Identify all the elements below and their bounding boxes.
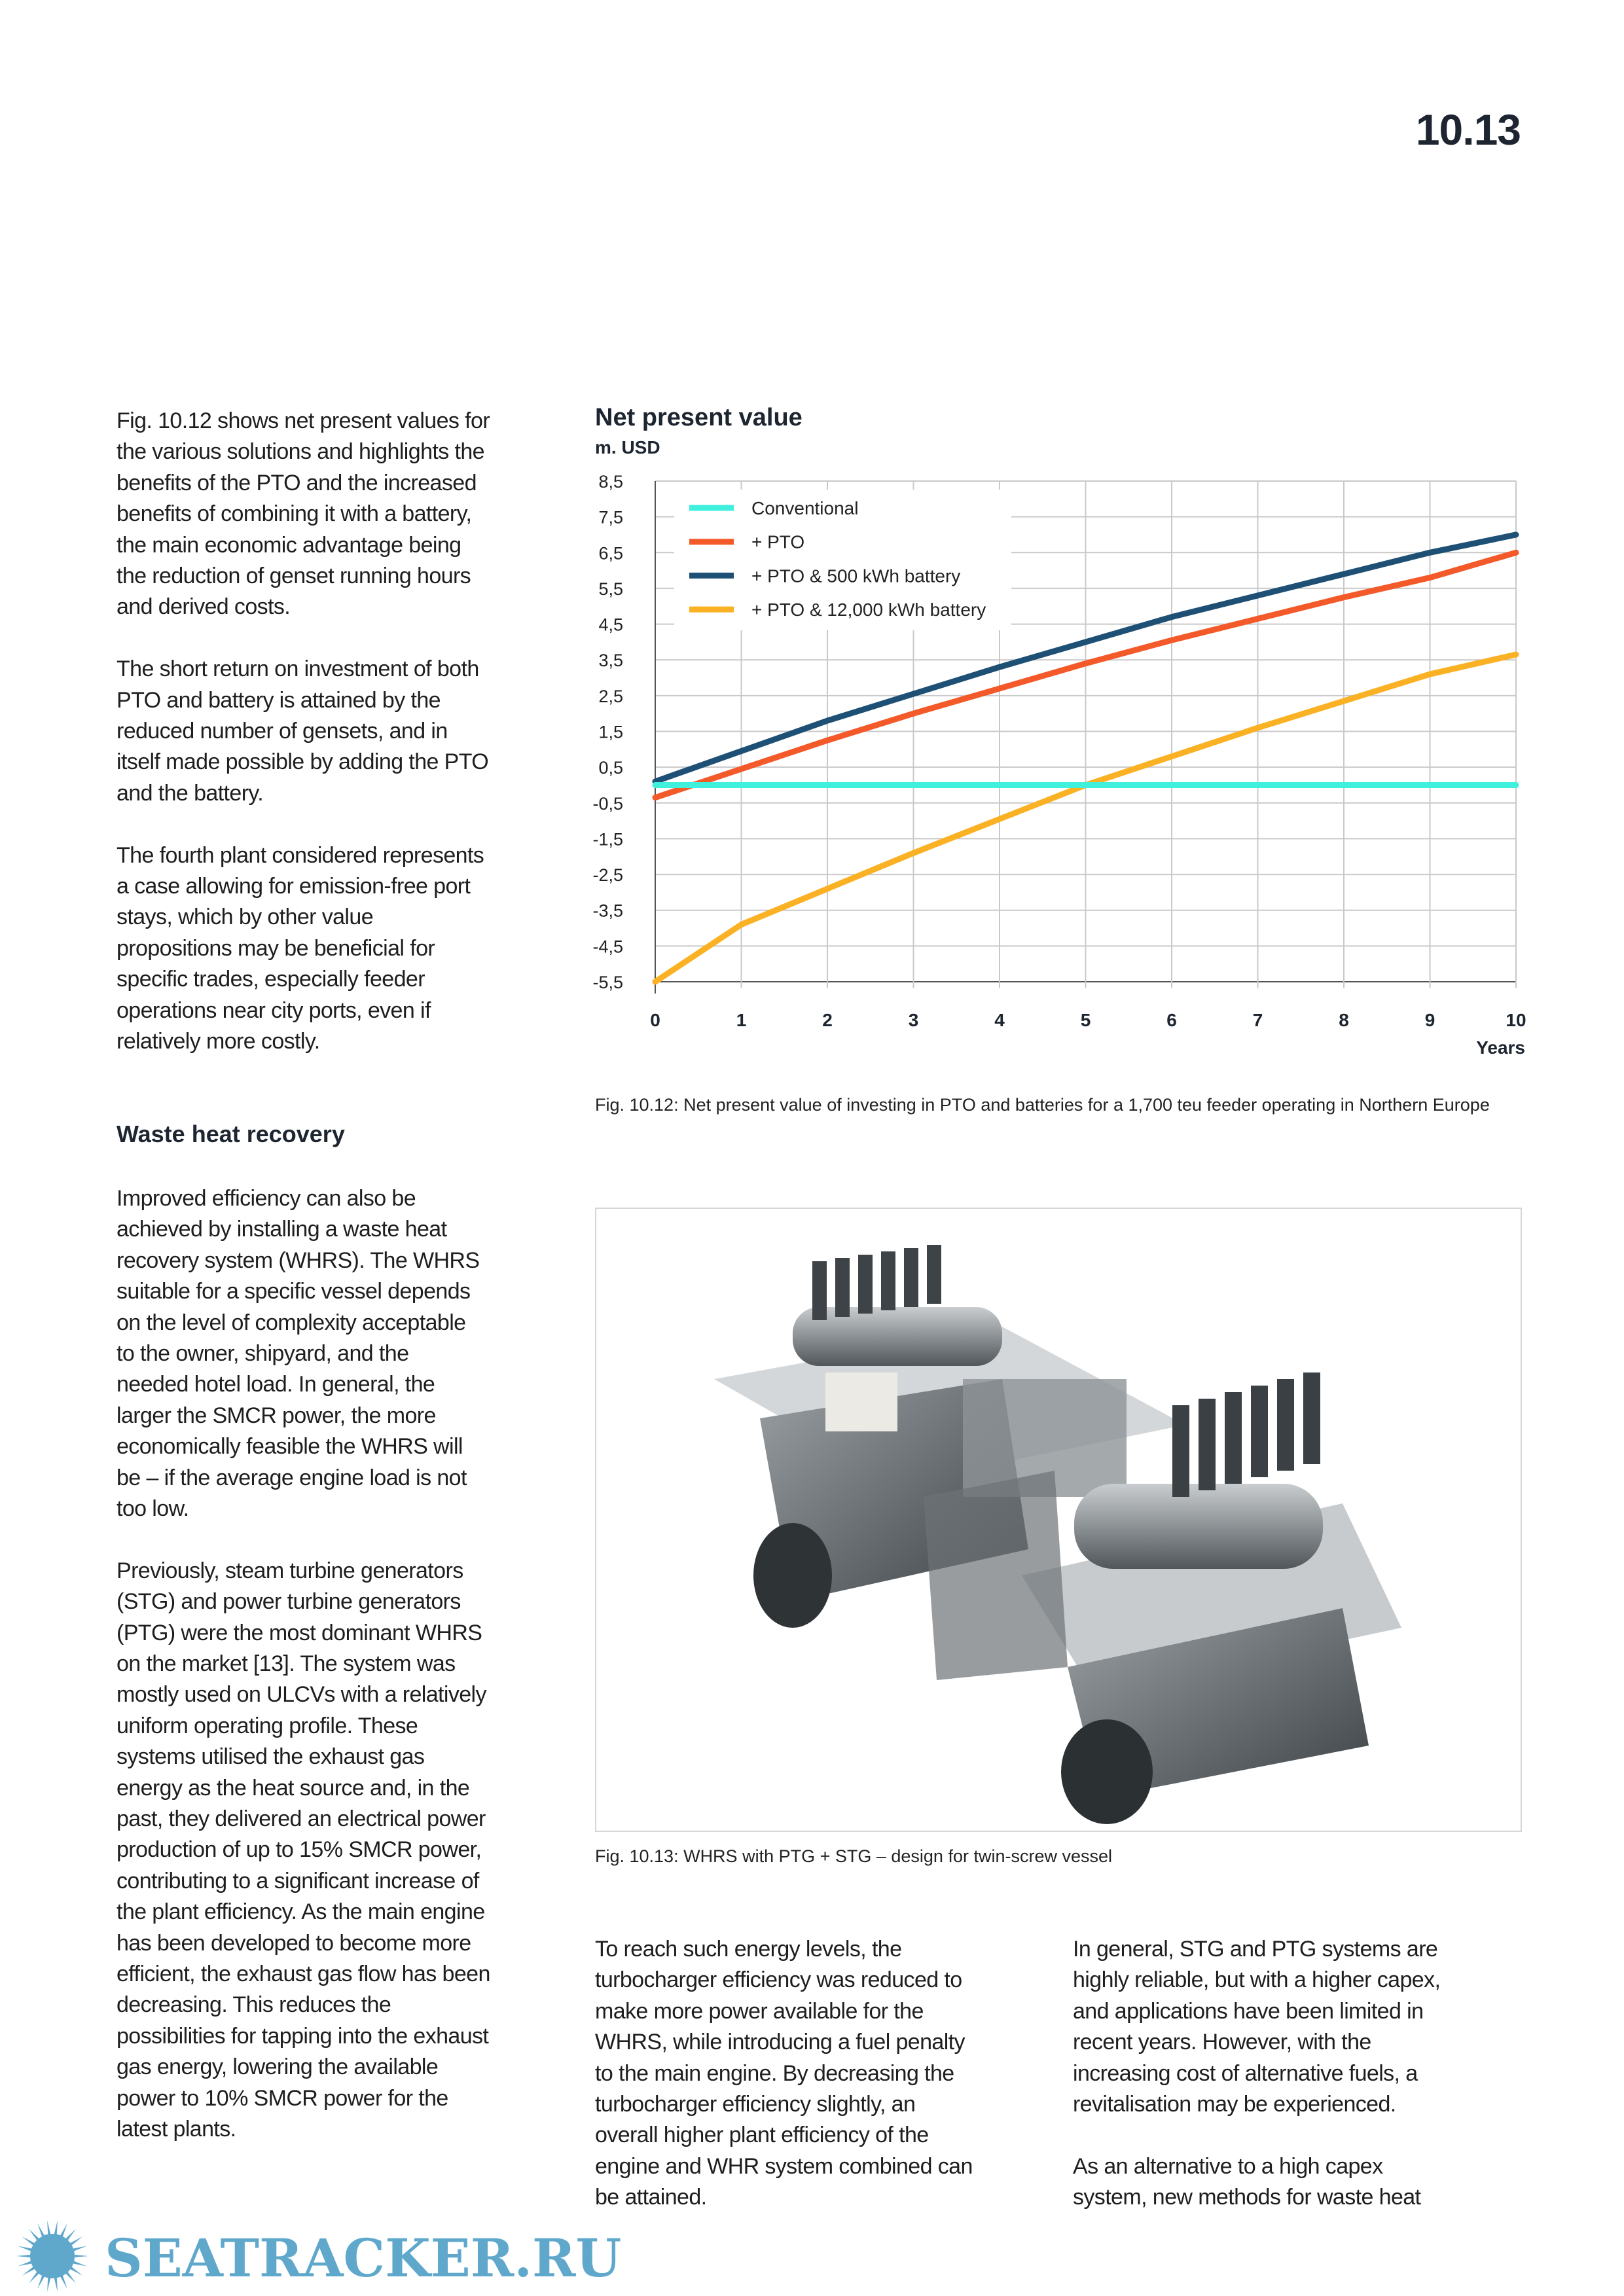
sun-ray — [18, 2261, 33, 2267]
fig-10-13-caption: Fig. 10.13: WHRS with PTG + STG – design for twin-screw vessel — [595, 1846, 1113, 1866]
x-tick-label: 0 — [650, 1010, 660, 1030]
sun-ray — [73, 2255, 88, 2257]
x-tick-label: 7 — [1252, 1010, 1263, 1030]
legend-label: Conventional — [751, 498, 859, 518]
text-line: the main economic advantage being — [117, 532, 461, 558]
text-line: highly reliable, but with a higher capex, — [1073, 1967, 1441, 1993]
text-line: The fourth plant considered represents — [117, 842, 484, 868]
y-tick-label: 5,5 — [598, 579, 623, 599]
npv-chart — [0, 0, 1571, 1100]
watermark-sun-logo — [13, 2219, 92, 2294]
y-tick-label: -1,5 — [592, 829, 623, 850]
text-line: As an alternative to a high capex — [1073, 2153, 1383, 2179]
sun-ray — [72, 2246, 87, 2252]
text-line: mostly used on ULCVs with a relatively — [117, 1682, 486, 1708]
text-line: To reach such energy levels, the — [595, 1937, 902, 1962]
text-line: and the battery. — [117, 780, 264, 806]
x-tick-label: 1 — [736, 1010, 747, 1030]
sun-ray — [47, 2221, 50, 2236]
x-tick-label: 6 — [1166, 1010, 1177, 1030]
left-column-paragraph — [117, 1183, 479, 1524]
y-tick-label: -3,5 — [592, 901, 623, 921]
text-line: relatively more costly. — [117, 1029, 320, 1054]
text-line: increasing cost of alternative fuels, a — [1073, 2060, 1418, 2086]
text-line: turbocharger efficiency was reduced to — [595, 1967, 962, 1993]
text-line: the various solutions and highlights the — [117, 439, 484, 465]
text-line: efficient, the exhaust gas flow has been — [117, 1962, 490, 1987]
text-line: Previously, steam turbine generators — [117, 1558, 463, 1583]
text-line: The short return on investment of both — [117, 656, 479, 682]
text-line: has been developed to become more — [117, 1930, 471, 1956]
text-line: itself made possible by adding the PTO — [117, 749, 489, 775]
fig-10-12-caption: Fig. 10.12: Net present value of investing in PTO and batteries for a 1,700 teu feeder operating in Northern Europe — [595, 1095, 1490, 1115]
text-line: to the main engine. By decreasing the — [595, 2060, 954, 2086]
section-heading-waste-heat-recovery: Waste heat recovery — [117, 1121, 345, 1147]
text-line: propositions may be beneficial for — [117, 935, 435, 961]
page-number: 10.13 — [1415, 105, 1521, 154]
text-line: larger the SMCR power, the more — [117, 1403, 436, 1428]
text-line: energy as the heat source and, in the — [117, 1775, 470, 1801]
y-axis-label: m. USD — [595, 437, 660, 457]
legend-label: + PTO & 500 kWh battery — [751, 565, 961, 586]
x-tick-label: 5 — [1080, 1010, 1091, 1030]
text-line: achieved by installing a waste heat — [117, 1217, 447, 1242]
right-column-paragraph — [1073, 1934, 1440, 2120]
legend-label: + PTO & 12,000 kWh battery — [751, 600, 986, 620]
text-line: make more power available for the — [595, 1998, 924, 2024]
text-line: contributing to a significant increase of — [117, 1868, 479, 1893]
y-tick-label: -2,5 — [592, 865, 623, 886]
text-line: latest plants. — [117, 2117, 236, 2142]
y-tick-label: -4,5 — [592, 937, 623, 957]
text-line: Improved efficiency can also be — [117, 1186, 416, 1211]
text-line: and derived costs. — [117, 594, 291, 620]
text-line: on the market [13]. The system was — [117, 1651, 456, 1677]
x-tick-label: 2 — [822, 1010, 833, 1030]
y-tick-label: -0,5 — [592, 793, 623, 814]
y-tick-label: 6,5 — [598, 543, 623, 564]
text-line: needed hotel load. In general, the — [117, 1372, 435, 1397]
text-line: recent years. However, with the — [1073, 2030, 1371, 2055]
text-line: gas energy, lowering the available — [117, 2054, 439, 2080]
y-tick-label: 8,5 — [598, 472, 623, 492]
text-line: uniform operating profile. These — [117, 1713, 418, 1738]
text-line: PTO and battery is attained by the — [117, 687, 441, 713]
text-line: benefits of the PTO and the increased — [117, 470, 477, 495]
y-tick-label: 7,5 — [598, 507, 623, 528]
text-line: In general, STG and PTG systems are — [1073, 1937, 1438, 1962]
x-tick-label: 3 — [908, 1010, 919, 1030]
text-line: the plant efficiency. As the main engine — [117, 1899, 485, 1925]
text-line: overall higher plant efficiency of the — [595, 2123, 929, 2148]
legend-label: + PTO — [751, 531, 805, 552]
text-line: past, they delivered an electrical power — [117, 1806, 486, 1832]
text-line: production of up to 15% SMCR power, — [117, 1837, 482, 1863]
text-line: on the level of complexity acceptable — [117, 1310, 466, 1335]
text-line: to the owner, shipyard, and the — [117, 1341, 409, 1367]
text-line: system, new methods for waste heat — [1073, 2185, 1421, 2210]
text-line: and applications have been limited in — [1073, 1998, 1424, 2024]
y-tick-label: 4,5 — [598, 615, 623, 635]
text-line: revitalisation may be experienced. — [1073, 2092, 1396, 2117]
text-line: be attained. — [595, 2185, 707, 2210]
text-line: turbocharger efficiency slightly, an — [595, 2092, 916, 2117]
y-tick-label: 2,5 — [598, 686, 623, 706]
text-line: be – if the average engine load is not — [117, 1465, 467, 1490]
sun-ray — [72, 2261, 87, 2267]
text-line: possibilities for tapping into the exhaust — [117, 2023, 489, 2049]
text-line: systems utilised the exhaust gas — [117, 1744, 425, 1770]
text-line: a case allowing for emission-free port — [117, 874, 471, 899]
sun-ray — [54, 2221, 57, 2236]
y-tick-label: 1,5 — [598, 722, 623, 742]
sun-ray — [18, 2246, 33, 2252]
x-tick-label: 8 — [1339, 1010, 1349, 1030]
middle-column-paragraph — [595, 1934, 973, 2214]
chart-title: Net present value — [595, 404, 803, 431]
text-line: Fig. 10.12 shows net present values for — [117, 408, 490, 433]
text-line: reduced number of gensets, and in — [117, 719, 448, 744]
text-line: power to 10% SMCR power for the — [117, 2085, 448, 2111]
whrs-illustration — [595, 1208, 1522, 1832]
y-tick-label: 0,5 — [598, 758, 623, 778]
left-column-paragraph — [117, 1556, 490, 2145]
y-tick-label: 3,5 — [598, 651, 623, 671]
text-line: (STG) and power turbine generators — [117, 1589, 461, 1615]
y-tick-label: -5,5 — [592, 973, 623, 992]
text-line: suitable for a specific vessel depends — [117, 1279, 471, 1304]
watermark-text: SEATRACKER.RU — [105, 2227, 622, 2289]
text-line: benefits of combining it with a battery, — [117, 501, 472, 527]
engine-render-image — [596, 1209, 1521, 1831]
x-tick-label: 4 — [994, 1010, 1005, 1030]
sun-ray — [47, 2276, 50, 2291]
x-tick-label: 9 — [1424, 1010, 1435, 1030]
text-line: the reduction of genset running hours — [117, 564, 471, 589]
sun-ray — [54, 2276, 57, 2291]
text-line: too low. — [117, 1496, 189, 1522]
text-line: economically feasible the WHRS will — [117, 1434, 463, 1460]
text-line: WHRS, while introducing a fuel penalty — [595, 2030, 965, 2055]
right-column-paragraph — [1073, 2151, 1420, 2214]
sun-disc — [30, 2234, 75, 2278]
text-line: (PTG) were the most dominant WHRS — [117, 1620, 482, 1645]
text-line: recovery system (WHRS). The WHRS — [117, 1247, 480, 1273]
text-line: decreasing. This reduces the — [117, 1992, 391, 2018]
text-line: stays, which by other value — [117, 905, 373, 930]
sun-ray — [16, 2255, 31, 2257]
x-axis-label: Years — [1476, 1037, 1525, 1058]
text-line: operations near city ports, even if — [117, 997, 431, 1023]
x-tick-label: 10 — [1506, 1010, 1526, 1030]
text-line: specific trades, especially feeder — [117, 967, 425, 992]
text-line: engine and WHR system combined can — [595, 2153, 973, 2179]
